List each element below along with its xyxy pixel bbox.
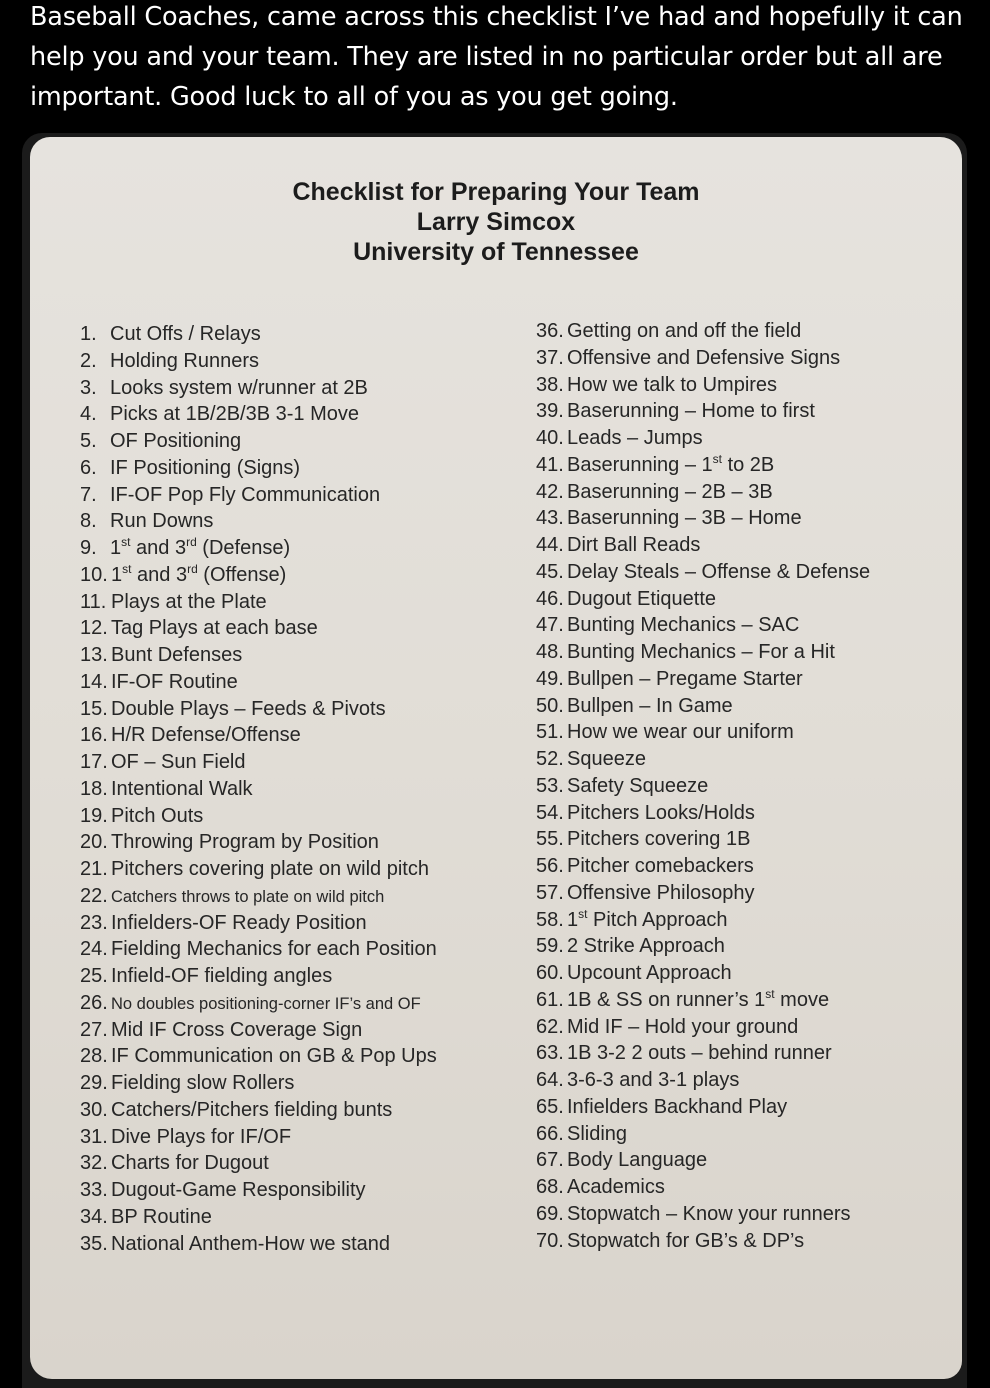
- checklist-item-text: Catchers/Pitchers fielding bunts: [111, 1098, 393, 1121]
- checklist-item-number: 8.: [80, 510, 97, 533]
- checklist-item-number: 4.: [80, 403, 97, 426]
- checklist-item: [536, 452, 956, 479]
- checklist-item-text: IF-OF Routine: [111, 670, 238, 693]
- checklist-item-number: 12.: [80, 617, 108, 640]
- checklist-item: [80, 589, 490, 616]
- checklist-item-number: 16.: [80, 724, 108, 747]
- checklist-item: [80, 722, 490, 749]
- checklist-item: [80, 401, 490, 428]
- checklist-item-number: 50.: [536, 694, 564, 717]
- checklist-item-number: 43.: [536, 507, 564, 530]
- checklist-item-text: Mid IF Cross Coverage Sign: [111, 1018, 363, 1041]
- checklist-item-text: Dugout Etiquette: [567, 587, 716, 610]
- checklist-item-text: 3-6-3 and 3-1 plays: [567, 1069, 740, 1091]
- checklist-item-text: Infield-OF fielding angles: [111, 965, 333, 987]
- checklist-item: [80, 428, 490, 455]
- checklist-column-left: [80, 321, 490, 1257]
- checklist-item: [536, 318, 956, 345]
- checklist-item: [80, 803, 490, 830]
- checklist-item: [80, 829, 490, 856]
- checklist-item-number: 35.: [80, 1232, 108, 1255]
- checklist-item-text: Baserunning – Home to first: [567, 400, 815, 423]
- checklist-item-number: 67.: [536, 1149, 564, 1172]
- checklist-item-text: Pitchers covering 1B: [567, 828, 751, 851]
- checklist-item-text: Throwing Program by Position: [111, 831, 379, 854]
- checklist-item-number: 61.: [536, 988, 564, 1011]
- checklist-item-number: 28.: [80, 1045, 108, 1068]
- checklist-item-number: 34.: [80, 1205, 108, 1228]
- checklist-item: [536, 933, 956, 960]
- checklist-item-text: How we talk to Umpires: [567, 373, 778, 396]
- checklist-item-number: 33.: [80, 1179, 108, 1201]
- checklist-item-number: 2.: [80, 349, 97, 372]
- checklist-item: [536, 853, 956, 880]
- checklist-item-text: Pitcher comebackers: [567, 855, 754, 877]
- checklist-item-text: Offensive and Defensive Signs: [567, 346, 841, 369]
- checklist-item-text: Tag Plays at each base: [111, 617, 318, 640]
- post-photo[interactable]: [22, 133, 967, 1388]
- checklist-item: [80, 1043, 490, 1070]
- checklist-item-text: Sliding: [567, 1122, 628, 1145]
- checklist-item-number: 51.: [536, 721, 564, 744]
- checklist-item-text: Bullpen – Pregame Starter: [567, 667, 803, 690]
- checklist-item: [80, 776, 490, 803]
- checklist-item: [536, 532, 956, 559]
- checklist-item-number: 52.: [536, 748, 564, 770]
- document-title: Checklist for Preparing Your Team: [292, 178, 700, 206]
- checklist-item-text: 1st Pitch Approach: [567, 906, 728, 931]
- checklist-item: [536, 425, 956, 452]
- checklist-item-number: 42.: [536, 480, 564, 503]
- checklist-item: [80, 669, 490, 696]
- checklist-item: [80, 1124, 490, 1151]
- checklist-item: [80, 482, 490, 509]
- checklist-item-text: Fielding slow Rollers: [111, 1072, 295, 1094]
- checklist-item-number: 11.: [80, 590, 107, 613]
- checklist-item-text: Bunt Defenses: [111, 644, 243, 666]
- checklist-item: [536, 987, 956, 1014]
- checklist-item: [80, 883, 490, 910]
- checklist-item: [536, 666, 956, 693]
- checklist-item-text: 1st and 3rd (Defense): [110, 535, 291, 559]
- checklist-item-text: Run Downs: [110, 510, 214, 533]
- checklist-item-number: 29.: [80, 1072, 108, 1094]
- checklist-item-number: 15.: [80, 697, 108, 720]
- checklist-item: [80, 1097, 490, 1124]
- checklist-item: [536, 372, 956, 399]
- checklist-item-text: Pitchers covering plate on wild pitch: [111, 858, 429, 880]
- checklist-item: [80, 455, 490, 482]
- checklist-item-number: 59.: [536, 935, 564, 958]
- checklist-item-text: Getting on and off the field: [567, 320, 802, 342]
- checklist-item-text: Holding Runners: [110, 349, 259, 372]
- checklist-item: [536, 746, 956, 773]
- checklist-item-number: 13.: [80, 644, 108, 666]
- checklist-item-number: 54.: [536, 801, 564, 824]
- checklist-item-number: 20.: [80, 831, 108, 854]
- checklist-item: [536, 1067, 956, 1094]
- checklist-item: [536, 826, 956, 853]
- checklist-item: [80, 1177, 490, 1204]
- checklist-item: [80, 856, 490, 883]
- checklist-item: [80, 642, 490, 669]
- checklist-item-number: 14.: [80, 670, 108, 693]
- checklist-item-text: Academics: [567, 1176, 665, 1198]
- checklist-item-text: Squeeze: [567, 748, 646, 770]
- checklist-item-number: 47.: [536, 614, 564, 637]
- checklist-item-text: BP Routine: [111, 1205, 212, 1228]
- checklist-item: [80, 615, 490, 642]
- checklist-item-number: 66.: [536, 1122, 564, 1145]
- checklist-item: [80, 749, 490, 776]
- checklist-item: [80, 963, 490, 990]
- checklist-item-number: 27.: [80, 1018, 108, 1041]
- checklist-item-text: Dive Plays for IF/OF: [111, 1125, 292, 1148]
- checklist-item-text: 2 Strike Approach: [567, 935, 725, 958]
- checklist-item-text: Bunting Mechanics – For a Hit: [567, 641, 835, 663]
- checklist-item: [536, 1147, 956, 1174]
- checklist-item: [80, 910, 490, 937]
- checklist-item-number: 57.: [536, 881, 564, 904]
- checklist-item: [80, 375, 490, 402]
- checklist-item-text: How we wear our uniform: [567, 721, 794, 744]
- checklist-item-number: 60.: [536, 962, 564, 984]
- checklist-item-number: 36.: [536, 320, 564, 342]
- checklist-item-number: 3.: [80, 376, 97, 399]
- checklist-item: [536, 1121, 956, 1148]
- checklist-item-text: Cut Offs / Relays: [110, 323, 261, 345]
- checklist-item-number: 45.: [536, 560, 564, 583]
- checklist-item-text: Infielders Backhand Play: [567, 1095, 788, 1118]
- checklist-item-number: 19.: [80, 804, 108, 827]
- checklist-item-number: 26.: [80, 991, 108, 1014]
- checklist-item-number: 56.: [536, 855, 564, 877]
- checklist-item-text: National Anthem-How we stand: [111, 1232, 391, 1255]
- checklist-item-text: Pitchers Looks/Holds: [567, 801, 755, 824]
- checklist-item-text: Body Language: [567, 1149, 708, 1172]
- checklist-item-text: Stopwatch for GB’s & DP’s: [567, 1229, 805, 1252]
- checklist-item-number: 18.: [80, 777, 108, 800]
- checklist-item-number: 1.: [80, 323, 97, 345]
- checklist-item: [80, 990, 490, 1017]
- checklist-item-text: Safety Squeeze: [567, 774, 709, 797]
- checklist-item: [80, 535, 490, 562]
- checklist-item-number: 41.: [536, 453, 564, 476]
- checklist-item: [536, 612, 956, 639]
- checklist-item-text: Looks system w/runner at 2B: [110, 376, 368, 399]
- checklist-item-text: Dirt Ball Reads: [567, 534, 701, 556]
- checklist-item: [80, 1070, 490, 1097]
- checklist-item-number: 49.: [536, 667, 564, 690]
- checklist-item: [536, 1014, 956, 1041]
- checklist-item-text: Catchers throws to plate on wild pitch: [111, 887, 385, 906]
- checklist-item-number: 6.: [80, 456, 97, 479]
- checklist-item: [536, 398, 956, 425]
- checklist-item: [536, 1201, 956, 1228]
- checklist-item-text: 1B 3-2 2 outs – behind runner: [567, 1042, 832, 1065]
- checklist-item-text: Plays at the Plate: [111, 590, 267, 613]
- checklist-item-number: 70.: [536, 1229, 564, 1252]
- checklist-item-number: 21.: [80, 858, 108, 880]
- checklist-item-text: Offensive Philosophy: [567, 881, 755, 904]
- checklist-item-number: 46.: [536, 587, 564, 610]
- checklist-item-number: 32.: [80, 1152, 108, 1175]
- checklist-item-number: 40.: [536, 427, 564, 449]
- checklist-item: [80, 321, 490, 348]
- checklist-paper: [30, 137, 962, 1379]
- checklist-item-text: Bullpen – In Game: [567, 694, 733, 717]
- checklist-item-text: Delay Steals – Offense & Defense: [567, 560, 871, 583]
- checklist-item-text: No doubles positioning-corner IF’s and OF: [111, 994, 421, 1013]
- checklist-item: [536, 559, 956, 586]
- checklist-item-number: 53.: [536, 774, 564, 797]
- checklist-item-number: 38.: [536, 373, 564, 396]
- checklist-item-number: 30.: [80, 1098, 108, 1121]
- document-author: Larry Simcox: [416, 208, 576, 236]
- checklist-item-number: 63.: [536, 1042, 564, 1065]
- checklist-item: [536, 586, 956, 613]
- checklist-item-number: 23.: [80, 911, 108, 934]
- checklist-item: [536, 1174, 956, 1201]
- checklist-item-number: 17.: [80, 751, 108, 773]
- checklist-item: [536, 773, 956, 800]
- checklist-item-text: 1st and 3rd (Offense): [111, 561, 287, 586]
- checklist-item: [80, 1231, 490, 1258]
- checklist-item-text: IF Communication on GB & Pop Ups: [111, 1045, 437, 1068]
- checklist-item: [536, 479, 956, 506]
- checklist-item: [536, 693, 956, 720]
- checklist-item-text: Dugout-Game Responsibility: [111, 1179, 366, 1201]
- checklist-item-text: Upcount Approach: [567, 962, 732, 984]
- checklist-item-number: 68.: [536, 1176, 564, 1198]
- checklist-item: [536, 719, 956, 746]
- checklist-item-text: Intentional Walk: [111, 777, 253, 800]
- checklist-item: [536, 960, 956, 987]
- checklist-item-number: 62.: [536, 1015, 564, 1038]
- checklist-item: [536, 907, 956, 934]
- checklist-item-text: OF – Sun Field: [111, 751, 246, 773]
- checklist-item: [80, 1017, 490, 1044]
- checklist-item-text: Picks at 1B/2B/3B 3-1 Move: [110, 403, 360, 426]
- checklist-item: [536, 505, 956, 532]
- checklist-item-text: Baserunning – 1st to 2B: [567, 451, 775, 476]
- checklist-item: [536, 345, 956, 372]
- checklist-item: [80, 936, 490, 963]
- document-institution: University of Tennessee: [353, 238, 639, 266]
- checklist-item-number: 55.: [536, 828, 564, 851]
- checklist-item-number: 22.: [80, 884, 108, 907]
- checklist-column-right: [536, 318, 956, 1254]
- checklist-item: [80, 696, 490, 723]
- checklist-item-text: Mid IF – Hold your ground: [567, 1015, 799, 1038]
- checklist-item: [536, 1228, 956, 1255]
- checklist-item-text: Bunting Mechanics – SAC: [567, 614, 800, 637]
- checklist-item-text: Fielding Mechanics for each Position: [111, 938, 437, 961]
- checklist-item-text: Baserunning – 3B – Home: [567, 507, 802, 530]
- checklist-item-text: Stopwatch – Know your runners: [567, 1202, 851, 1225]
- checklist-item-text: Baserunning – 2B – 3B: [567, 480, 773, 503]
- checklist-item: [536, 639, 956, 666]
- checklist-item-text: Charts for Dugout: [111, 1152, 269, 1175]
- checklist-item-number: 65.: [536, 1095, 564, 1118]
- checklist-item-text: Leads – Jumps: [567, 427, 703, 449]
- checklist-item-number: 64.: [536, 1069, 564, 1091]
- checklist-item-number: 44.: [536, 534, 564, 556]
- checklist-item: [80, 348, 490, 375]
- checklist-item-number: 10.: [80, 563, 108, 586]
- checklist-item-text: Double Plays – Feeds & Pivots: [111, 697, 386, 720]
- checklist-item-number: 37.: [536, 346, 564, 369]
- checklist-item-number: 25.: [80, 965, 108, 987]
- checklist-item: [80, 508, 490, 535]
- post-text: Baseball Coaches, came across this checklist I’ve had and hopefully it can help you and your team. They are listed in no particular order but all are important. Good luck to all of you as you get going.: [30, 2, 963, 112]
- checklist-item-number: 48.: [536, 641, 564, 663]
- checklist-item-text: IF-OF Pop Fly Communication: [110, 483, 381, 506]
- checklist-item-number: 58.: [536, 908, 564, 931]
- checklist-item-number: 9.: [80, 537, 97, 559]
- checklist-item: [536, 800, 956, 827]
- checklist-item: [80, 562, 490, 589]
- checklist-item: [80, 1150, 490, 1177]
- checklist-item-text: Infielders-OF Ready Position: [111, 911, 367, 934]
- checklist-item-text: Pitch Outs: [111, 804, 204, 827]
- checklist-item-number: 69.: [536, 1202, 564, 1225]
- checklist-item: [536, 1040, 956, 1067]
- checklist-item-number: 24.: [80, 938, 108, 961]
- checklist-item-number: 7.: [80, 483, 97, 506]
- checklist-item-number: 39.: [536, 400, 564, 423]
- checklist-item: [80, 1204, 490, 1231]
- checklist-item-number: 5.: [80, 430, 97, 452]
- checklist-item-number: 31.: [80, 1125, 108, 1148]
- checklist-item-text: 1B & SS on runner’s 1st move: [567, 986, 830, 1011]
- checklist-item: [536, 1094, 956, 1121]
- checklist-item-text: H/R Defense/Offense: [111, 724, 301, 747]
- checklist-item: [536, 880, 956, 907]
- checklist-item-text: OF Positioning: [110, 430, 242, 452]
- checklist-item-text: IF Positioning (Signs): [110, 456, 301, 479]
